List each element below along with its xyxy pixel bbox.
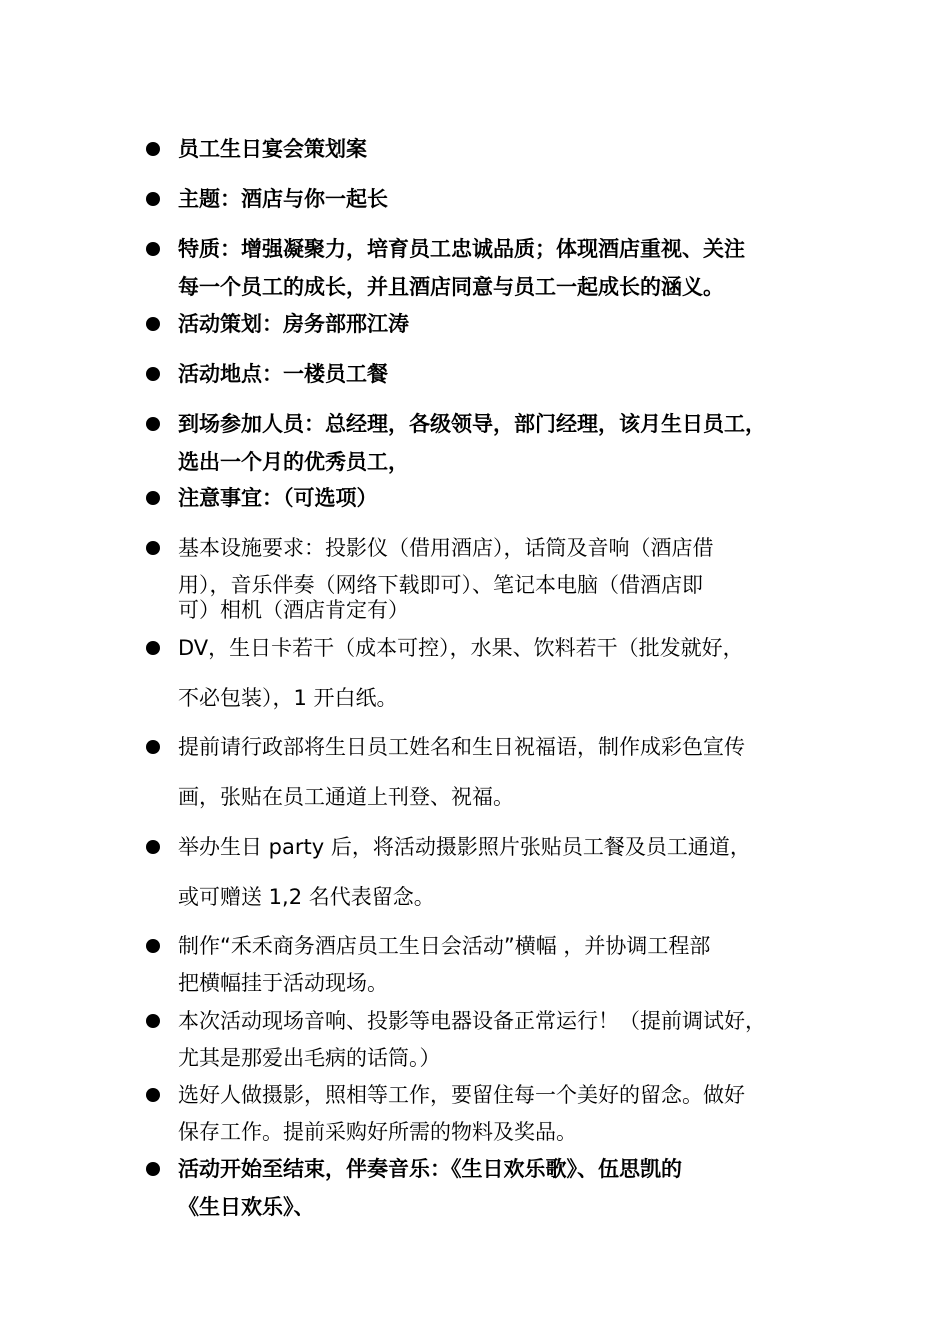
bullet-icon xyxy=(146,242,160,256)
item-text-line: 主题：酒店与你一起长 xyxy=(178,187,388,211)
bullet-icon xyxy=(146,1088,160,1102)
item-text-line: 尤其是那爱出毛病的话筒。） xyxy=(178,1046,441,1070)
item-text-line: 本次活动现场音响、投影等电器设备正常运行！（提前调试好， xyxy=(178,1009,766,1033)
item-text-line: 提前请行政部将生日员工姓名和生日祝福语，制作成彩色宣传 xyxy=(178,735,745,759)
bullet-icon xyxy=(146,192,160,206)
item-text-line: DV，生日卡若干（成本可控），水果、饮料若干（批发就好， xyxy=(178,636,744,660)
item-text-line: 员工生日宴会策划案 xyxy=(178,137,367,161)
item-text-line: 活动策划：房务部邢江涛 xyxy=(178,312,409,336)
item-text-line: 到场参加人员：总经理，各级领导，部门经理，该月生日员工， xyxy=(178,412,766,436)
bullet-icon xyxy=(146,142,160,156)
bullet-icon xyxy=(146,317,160,331)
bullet-icon xyxy=(146,1162,160,1176)
bullet-icon xyxy=(146,1014,160,1028)
bullet-icon xyxy=(146,740,160,754)
item-text-line: 选好人做摄影，照相等工作，要留住每一个美好的留念。做好 xyxy=(178,1083,745,1107)
bullet-icon xyxy=(146,417,160,431)
bullet-icon xyxy=(146,840,160,854)
bullet-icon xyxy=(146,491,160,505)
item-text-line: 把横幅挂于活动现场。 xyxy=(178,971,388,995)
item-text-line: 《生日欢乐》、 xyxy=(178,1195,315,1219)
item-text-line: 活动开始至结束，伴奏音乐：《生日欢乐歌》、伍思凯的 xyxy=(178,1157,682,1181)
item-text-line: 可）相机（酒店肯定有） xyxy=(178,598,409,622)
item-text-line: 不必包装），1 开白纸。 xyxy=(178,686,398,710)
bullet-icon xyxy=(146,541,160,555)
bullet-icon xyxy=(146,367,160,381)
item-text-line: 保存工作。提前采购好所需的物料及奖品。 xyxy=(178,1120,577,1144)
item-text-line: 注意事宜：（可选项） xyxy=(178,486,378,510)
item-text-line: 制作“禾禾商务酒店员工生日会活动”横幅 ，并协调工程部 xyxy=(178,934,711,958)
item-text-line: 选出一个月的优秀员工， xyxy=(178,450,409,474)
bullet-icon xyxy=(146,641,160,655)
bullet-icon xyxy=(146,939,160,953)
item-text-line: 用），音乐伴奏（网络下载即可）、笔记本电脑（借酒店即 xyxy=(178,573,703,597)
item-text-line: 画，张贴在员工通道上刊登、祝福。 xyxy=(178,785,514,809)
item-text-line: 活动地点：一楼员工餐 xyxy=(178,362,388,386)
item-text-line: 或可赠送 1,2 名代表留念。 xyxy=(178,885,435,909)
item-text-line: 基本设施要求：投影仪（借用酒店），话筒及音响（酒店借 xyxy=(178,536,714,560)
item-text-line: 特质：增强凝聚力，培育员工忠诚品质；体现酒店重视、关注 xyxy=(178,237,745,261)
item-text-line: 举办生日 party 后，将活动摄影照片张贴员工餐及员工通道， xyxy=(178,835,751,859)
item-text-line: 每一个员工的成长，并且酒店同意与员工一起成长的涵义。 xyxy=(178,275,724,299)
